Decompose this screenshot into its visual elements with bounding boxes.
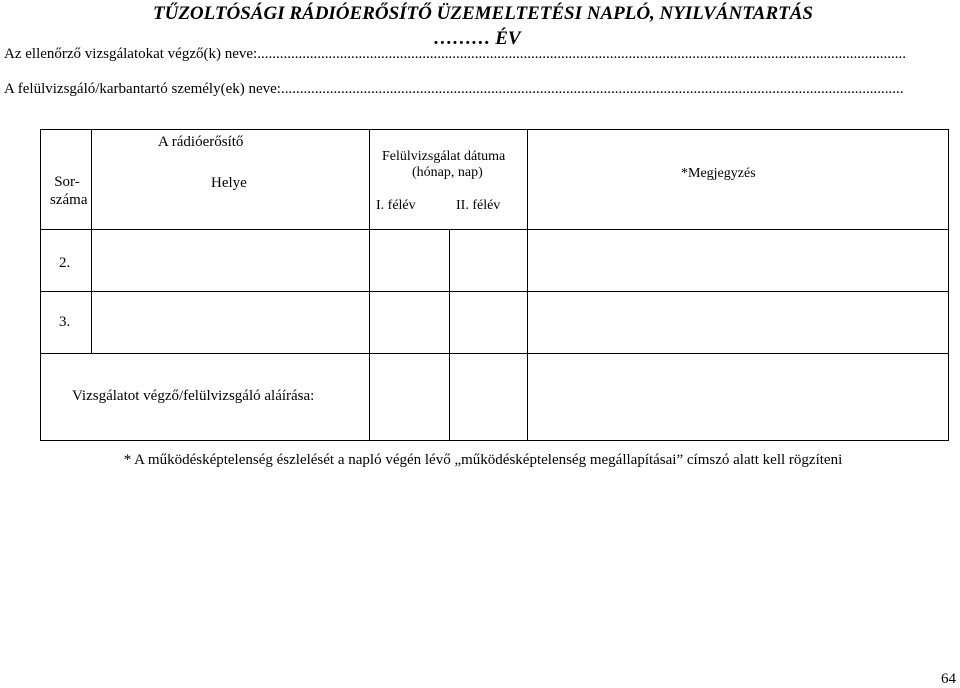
header-date-cell	[370, 130, 528, 230]
location-cell[interactable]	[92, 292, 370, 354]
location-column-label: Helye	[211, 175, 247, 191]
table-row	[41, 292, 949, 354]
signature-notes-cell[interactable]	[528, 354, 949, 441]
date-column-label: Felülvizsgálat dátuma	[382, 149, 506, 164]
notes-column-label: *Megjegyzés	[681, 166, 756, 181]
row-number: 2.	[59, 255, 71, 271]
signature-semester1-cell[interactable]	[370, 354, 450, 441]
header-number-cell	[41, 130, 92, 230]
signature-semester2-cell[interactable]	[450, 354, 528, 441]
semester2-cell[interactable]	[450, 292, 528, 354]
document-title: TŰZOLTÓSÁGI RÁDIÓERŐSÍTŐ ÜZEMELTETÉSI NAPLÓ, NYILVÁNTARTÁS	[153, 3, 813, 24]
page-number: 64	[941, 671, 956, 687]
notes-cell[interactable]	[528, 292, 949, 354]
log-table	[40, 129, 949, 441]
semester2-cell[interactable]	[450, 230, 528, 292]
header-notes-cell	[528, 130, 949, 230]
row-number-cell	[41, 292, 92, 354]
signature-label: Vizsgálatot végző/felülvizsgáló aláírása:	[72, 388, 315, 404]
footnote: * A működésképtelenség észlelését a napló végén lévő „működésképtelenség megállapításai” címszó alatt kell rögzíteni	[123, 452, 843, 468]
semester1-cell[interactable]	[370, 230, 450, 292]
semester1-column-label: I. félév	[376, 198, 416, 213]
document-year: ……… ÉV	[433, 28, 521, 49]
inspector-name-line: Az ellenőrző vizsgálatokat végző(k) neve:.............................................................................................................................................................................	[4, 46, 906, 62]
table-header-row	[41, 130, 949, 230]
number-column-label: Sor- száma	[50, 174, 88, 208]
date-column-sublabel: (hónap, nap)	[412, 165, 483, 180]
signature-label-cell	[41, 354, 370, 441]
table-row	[41, 230, 949, 292]
notes-cell[interactable]	[528, 230, 949, 292]
location-cell[interactable]	[92, 230, 370, 292]
semester1-cell[interactable]	[370, 292, 450, 354]
row-number: 3.	[59, 314, 71, 330]
signature-row	[41, 354, 949, 441]
row-number-cell	[41, 230, 92, 292]
header-location-cell	[92, 130, 370, 230]
amplifier-column-label: A rádióerősítő	[158, 134, 244, 150]
semester2-column-label: II. félév	[456, 198, 501, 213]
maintainer-name-line: A felülvizsgáló/karbantartó személy(ek) neve:......................................................................................................................................................................	[4, 81, 904, 97]
